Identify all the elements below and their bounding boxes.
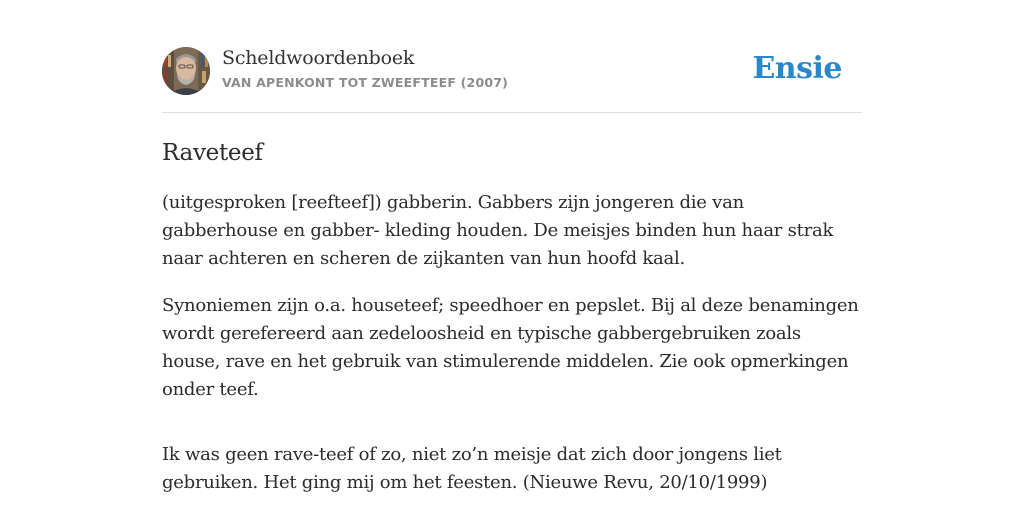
entry-definition bbox=[162, 189, 862, 497]
source-title[interactable]: Scheldwoordenboek bbox=[222, 47, 415, 69]
definition-paragraph: Synoniemen zijn o.a. houseteef; speedhoer en pepslet. Bij al deze benamingen wordt gerefereerd aan zedeloosheid en typische gabbergebruiken zoals house, rave en het gebruik van stimulerende middelen. Zie ook opmerkingen onder teef. bbox=[162, 295, 859, 400]
ensie-logo[interactable]: Ensie bbox=[752, 51, 842, 86]
definition-paragraph: (uitgesproken [reefteef]) gabberin. Gabbers zijn jongeren die van gabberhouse en gabber- kleding houden. De meisjes binden hun haar strak naar achteren en scheren de zijkanten van hun hoofd kaal. bbox=[162, 192, 834, 269]
example-quote: Ik was geen rave-teef of zo, niet zo’n meisje dat zich door jongens liet gebruiken. Het ging mij om het feesten. (Nieuwe Revu, 20/10/1999) bbox=[162, 444, 782, 493]
source-avatar[interactable] bbox=[162, 47, 210, 95]
entry-title: Raveteef bbox=[162, 140, 263, 166]
author-photo-icon bbox=[162, 47, 210, 95]
entry-header bbox=[162, 46, 862, 113]
entry-card bbox=[162, 46, 862, 512]
source-subtitle: VAN APENKONT TOT ZWEEFTEEF (2007) bbox=[222, 75, 509, 90]
